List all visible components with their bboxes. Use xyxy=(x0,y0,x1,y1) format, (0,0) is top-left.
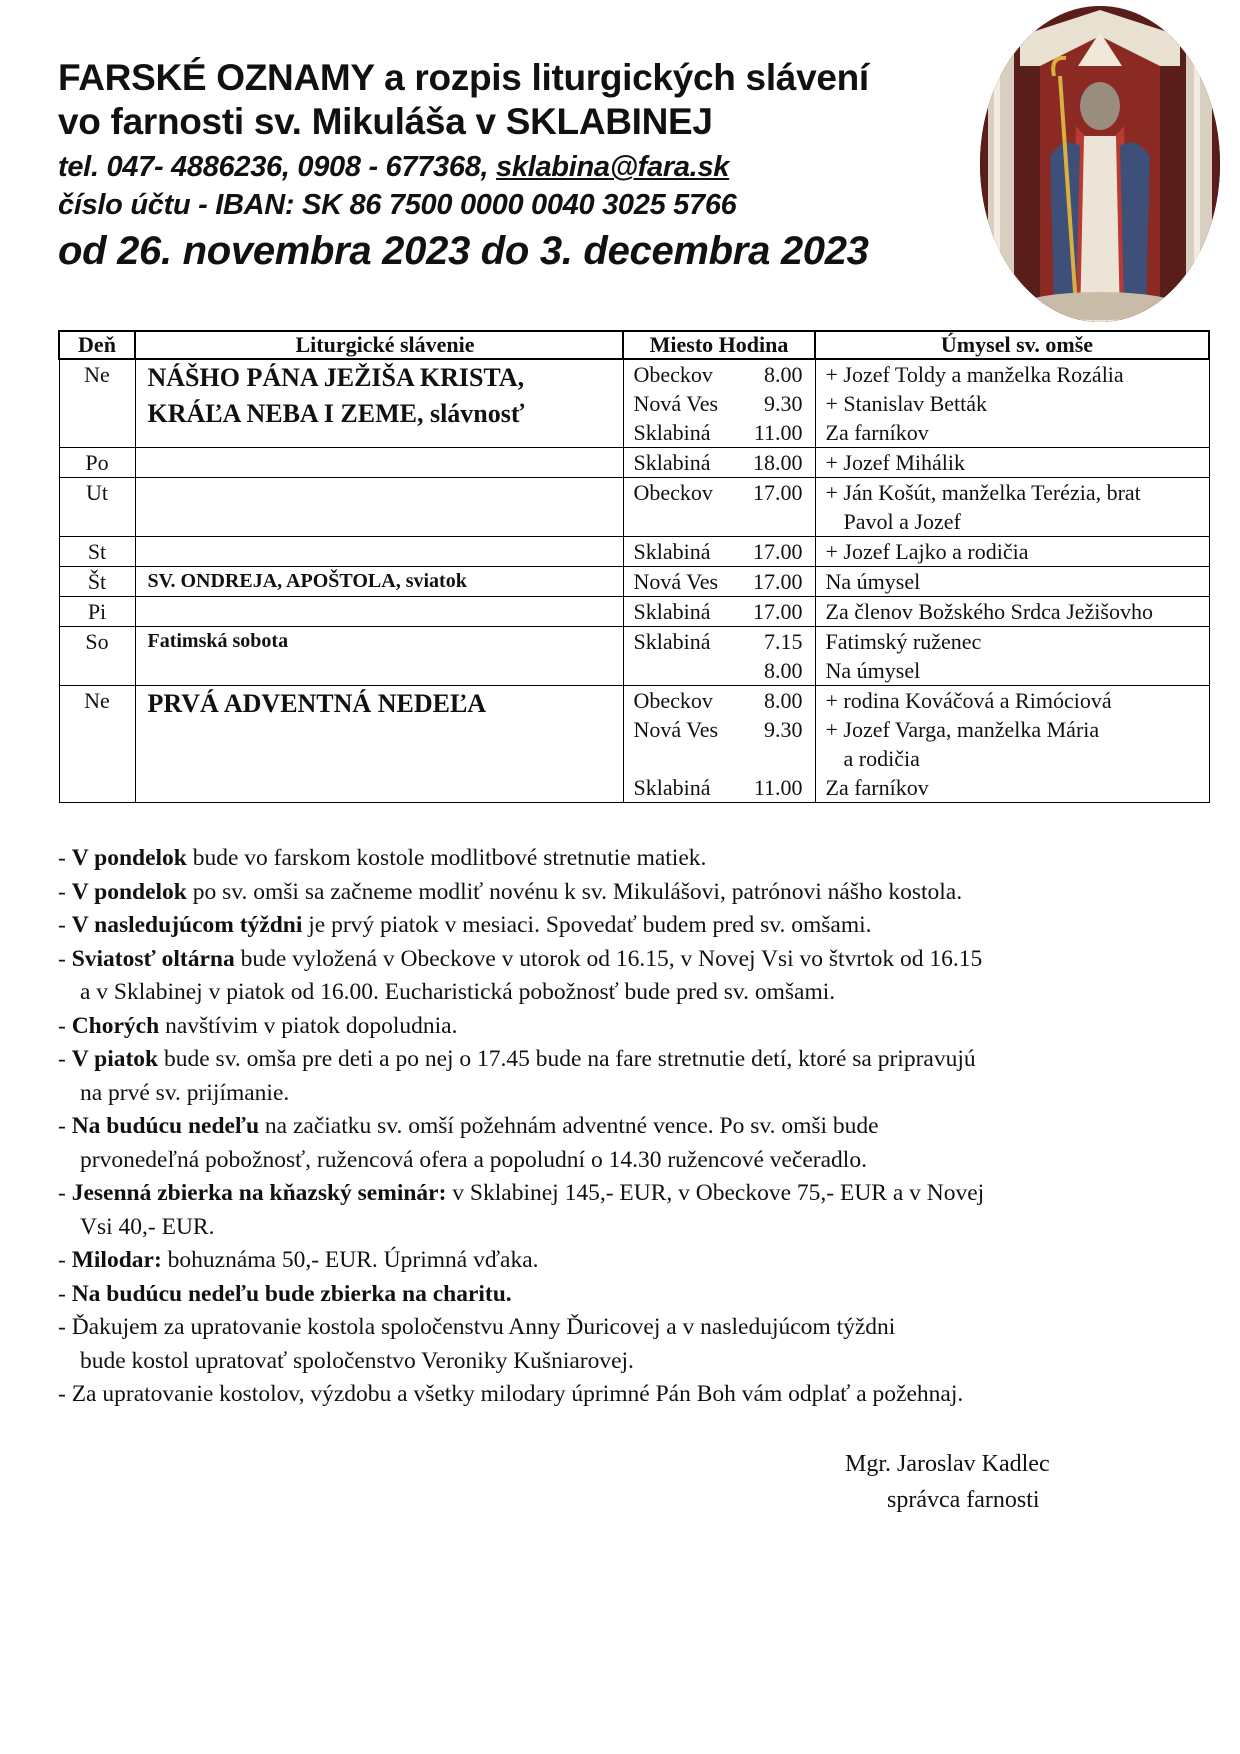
time: 18.00 xyxy=(753,450,803,475)
table-header-row xyxy=(59,331,1209,359)
statue-illustration xyxy=(980,6,1220,322)
phone-numbers: tel. 047- 4886236, 0908 - 677368, xyxy=(58,151,497,183)
announcement-lead: Sviatosť oltárna xyxy=(71,945,235,972)
announcement-continuation: prvonedeľná pobožnosť, ružencová ofera a popoludní o 14.30 ružencové večeradlo. xyxy=(80,1146,867,1173)
date-range: od 26. novembra 2023 do 3. decembra 2023 xyxy=(58,229,869,273)
title-line-1: FARSKÉ OZNAMY a rozpis liturgických slávení xyxy=(58,57,869,98)
announcement-continuation: bude kostol upratovať spoločenstvo Veroniky Kušniarovej. xyxy=(80,1347,634,1374)
place: Sklabiná xyxy=(633,629,711,654)
announcement: - V pondelok po sv. omši sa začneme modliť novénu k sv. Mikulášovi, patrónovi nášho kostola. xyxy=(58,878,963,905)
header-intention: Úmysel sv. omše xyxy=(815,331,1209,359)
header-place-time: Miesto Hodina xyxy=(623,331,815,359)
mass-slot xyxy=(624,686,815,715)
mass-slot xyxy=(624,418,815,447)
announcement: - V piatok bude sv. omša pre deti a po nej o 17.45 bude na fare stretnutie detí, ktoré sa pripravujú na prvé sv. prijímanie. xyxy=(58,1043,1228,1110)
mass-slot xyxy=(624,567,815,596)
liturgy-title: Fatimská sobota xyxy=(147,630,289,652)
intention: Na úmysel xyxy=(825,658,921,683)
intention: Na úmysel xyxy=(825,569,921,594)
mass-slot xyxy=(624,448,815,477)
place: Nová Ves xyxy=(633,717,719,742)
mass-slot xyxy=(624,360,815,389)
table-row xyxy=(59,359,1209,448)
intention: + Jozef Toldy a manželka Rozália xyxy=(825,362,1124,387)
time: 17.00 xyxy=(753,480,803,505)
announcement-text: na začiatku sv. omší požehnám adventné vence. Po sv. omši bude xyxy=(259,1113,879,1139)
place: Sklabiná xyxy=(633,775,711,800)
time: 17.00 xyxy=(753,539,803,564)
mass-slot xyxy=(624,537,815,566)
header-liturgy: Liturgické slávenie xyxy=(135,331,623,359)
mass-slot xyxy=(624,478,815,507)
table-row xyxy=(59,686,1209,803)
table-row xyxy=(59,627,1209,686)
header-day: Deň xyxy=(59,331,135,359)
title-line-2: vo farnosti sv. Mikuláša v SKLABINEJ xyxy=(58,101,713,142)
place: Obeckov xyxy=(633,362,713,387)
intention: + Stanislav Betták xyxy=(825,391,987,416)
day-cell: So xyxy=(85,629,109,654)
announcement: - Sviatosť oltárna bude vyložená v Obeckove v utorok od 16.15, v Novej Vsi vo štvrtok od 16.15 a v Sklabinej v piatok od 16.00. Eucharistická pobožnosť bude pred sv. omšami. xyxy=(58,943,1228,1010)
announcement-lead: Milodar: xyxy=(71,1247,162,1273)
time: 11.00 xyxy=(753,775,803,800)
signature-block xyxy=(845,1446,1050,1518)
liturgy-title: KRÁĽA NEBA I ZEME, slávnosť xyxy=(147,399,525,428)
announcement: - Za upratovanie kostolov, výzdobu a všetky milodary úprimné Pán Boh vám odplať a požehnaj. xyxy=(58,1381,964,1407)
announcement: - Milodar: bohuznáma 50,- EUR. Úprimná vďaka. xyxy=(58,1247,539,1273)
time: 9.30 xyxy=(764,717,803,742)
time: 17.00 xyxy=(753,569,803,594)
bank-account: číslo účtu - IBAN: SK 86 7500 0000 0040 3025 5766 xyxy=(58,189,737,221)
announcement: - Na budúcu nedeľu bude zbierka na charitu. xyxy=(58,1280,512,1307)
announcement-text: navštívim v piatok dopoludnia. xyxy=(159,1012,458,1039)
table-row xyxy=(59,478,1209,537)
place: Nová Ves xyxy=(633,569,719,594)
header xyxy=(58,56,978,276)
announcement-lead: V pondelok xyxy=(71,845,187,871)
intention: Pavol a Jozef xyxy=(843,509,961,534)
email-link[interactable]: sklabina@fara.sk xyxy=(496,151,730,183)
liturgy-schedule-table xyxy=(58,330,1210,803)
liturgy-title: SV. ONDREJA, APOŠTOLA, sviatok xyxy=(147,570,467,592)
intention: + Jozef Varga, manželka Mária xyxy=(825,717,1100,742)
liturgy-title: PRVÁ ADVENTNÁ NEDEĽA xyxy=(147,689,487,718)
announcement-text: bude vo farskom kostole modlitbové stretnutie matiek. xyxy=(186,845,707,871)
table-row xyxy=(59,567,1209,597)
intention: Za farníkov xyxy=(825,775,929,800)
intention: + Ján Košút, manželka Terézia, brat xyxy=(825,480,1141,505)
mass-slot xyxy=(624,715,815,744)
announcement-text: je prvý piatok v mesiaci. Spovedať budem pred sv. omšami. xyxy=(302,912,872,938)
intention: Za farníkov xyxy=(825,420,929,445)
mass-slot xyxy=(624,773,815,802)
announcements-list xyxy=(58,842,1228,1412)
day-cell: St xyxy=(87,539,107,564)
day-cell: Št xyxy=(87,569,107,594)
announcement-text: Za upratovanie kostolov, výzdobu a všetky milodary úprimné Pán Boh vám odplať a požehnaj. xyxy=(71,1381,964,1407)
day-cell: Ut xyxy=(86,480,108,505)
time: 11.00 xyxy=(753,420,803,445)
liturgy-title: NÁŠHO PÁNA JEŽIŠA KRISTA, xyxy=(147,363,525,392)
announcement-text: po sv. omši sa začneme modliť novénu k sv. Mikulášovi, patrónovi nášho kostola. xyxy=(186,878,963,905)
place: Sklabiná xyxy=(633,420,711,445)
place: Obeckov xyxy=(633,688,713,713)
contact-line xyxy=(58,148,978,186)
place: Sklabiná xyxy=(633,599,711,624)
announcement-text: bohuznáma 50,- EUR. Úprimná vďaka. xyxy=(161,1247,539,1273)
time: 8.00 xyxy=(764,362,803,387)
day-cell: Pi xyxy=(87,599,107,624)
intention: + Jozef Lajko a rodičia xyxy=(825,539,1029,564)
announcement-text: bude sv. omša pre deti a po nej o 17.45 bude na fare stretnutie detí, ktoré sa pripravujú xyxy=(158,1046,976,1072)
announcement-continuation: na prvé sv. prijímanie. xyxy=(80,1079,290,1106)
time: 9.30 xyxy=(764,391,803,416)
saint-nicholas-photo xyxy=(980,6,1220,322)
announcement-continuation: Vsi 40,- EUR. xyxy=(80,1213,215,1240)
announcement-lead: V pondelok xyxy=(71,878,187,905)
announcement: - Na budúcu nedeľu na začiatku sv. omší požehnám adventné vence. Po sv. omši bude prvonedeľná pobožnosť, ružencová ofera a popoludní o 14.30 ružencové večeradlo. xyxy=(58,1110,1228,1177)
announcement-lead: V piatok xyxy=(71,1046,159,1072)
signature-name: Mgr. Jaroslav Kadlec xyxy=(845,1451,1050,1477)
mass-slot xyxy=(624,597,815,626)
intention: a rodičia xyxy=(843,746,920,771)
announcement-lead: Na budúcu nedeľu xyxy=(71,1113,260,1139)
announcement: - V nasledujúcom týždni je prvý piatok v mesiaci. Spovedať budem pred sv. omšami. xyxy=(58,912,872,938)
place: Sklabiná xyxy=(633,450,711,475)
time: 17.00 xyxy=(753,599,803,624)
time: 7.15 xyxy=(764,629,803,654)
announcement-lead: Jesenná zbierka na kňazský seminár: xyxy=(71,1180,447,1206)
place: Obeckov xyxy=(633,480,713,505)
mass-slot xyxy=(624,627,815,656)
day-cell: Ne xyxy=(84,688,110,713)
place: Nová Ves xyxy=(633,391,719,416)
intention: Za členov Božského Srdca Ježišovho xyxy=(825,599,1153,624)
announcement: - Chorých navštívim v piatok dopoludnia. xyxy=(58,1012,458,1039)
time: 8.00 xyxy=(764,688,803,713)
announcement-text: Ďakujem za upratovanie kostola spoločenstvu Anny Ďuricovej a v nasledujúcom týždni xyxy=(71,1314,896,1340)
announcement: - Jesenná zbierka na kňazský seminár: v Sklabinej 145,- EUR, v Obeckove 75,- EUR a v Novej Vsi 40,- EUR. xyxy=(58,1177,1228,1244)
intention: Fatimský ruženec xyxy=(825,629,982,654)
announcement-lead: V nasledujúcom týždni xyxy=(71,912,303,938)
announcement-text: v Sklabinej 145,- EUR, v Obeckove 75,- EUR a v Novej xyxy=(446,1180,985,1206)
mass-slot xyxy=(624,389,815,418)
table-row xyxy=(59,448,1209,478)
announcement-lead: Na budúcu nedeľu bude zbierka na charitu. xyxy=(71,1280,512,1307)
intention: + rodina Kováčová a Rimóciová xyxy=(825,688,1112,713)
table-row xyxy=(59,597,1209,627)
mass-slot xyxy=(624,656,815,685)
signature-role: správca farnosti xyxy=(887,1487,1040,1513)
spacer xyxy=(624,744,815,773)
announcement: - Ďakujem za upratovanie kostola spoločenstvu Anny Ďuricovej a v nasledujúcom týždni bude kostol upratovať spoločenstvo Veroniky Kušniarovej. xyxy=(58,1311,1228,1378)
announcement-continuation: a v Sklabinej v piatok od 16.00. Eucharistická pobožnosť bude pred sv. omšami. xyxy=(80,979,836,1005)
time: 8.00 xyxy=(764,658,803,683)
place: Sklabiná xyxy=(633,539,711,564)
day-cell: Po xyxy=(85,450,109,475)
day-cell: Ne xyxy=(84,362,110,387)
announcement-text: bude vyložená v Obeckove v utorok od 16.15, v Novej Vsi vo štvrtok od 16.15 xyxy=(234,945,983,972)
announcement: - V pondelok bude vo farskom kostole modlitbové stretnutie matiek. xyxy=(58,845,707,871)
intention: + Jozef Mihálik xyxy=(825,450,965,475)
announcement-lead: Chorých xyxy=(71,1012,160,1039)
table-row xyxy=(59,537,1209,567)
